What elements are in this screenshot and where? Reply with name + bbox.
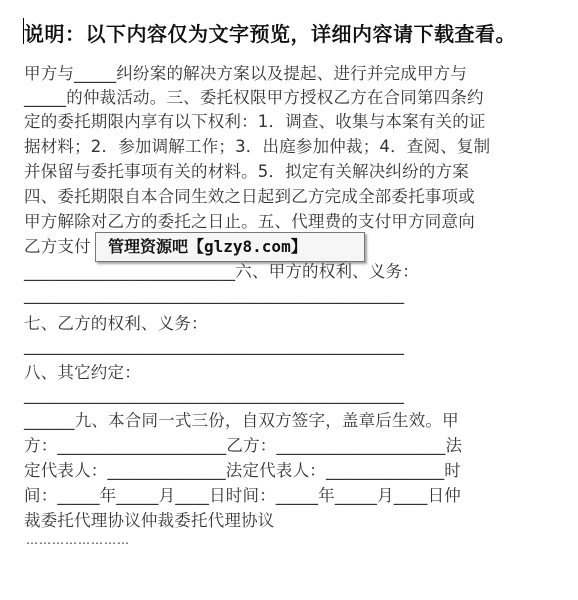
preview-notice: 说明：以下内容仅为文字预览，详细内容请下载查看。 [24,22,516,46]
document-line: _____________________________________________ [24,336,405,355]
document-line: 八、其它约定： [24,363,141,382]
document-line: 定的委托期限内享有以下权利：1．调查、收集与本案有关的证 [24,112,486,131]
document-line: 裁委托代理协议仲裁委托代理协议 [24,511,275,530]
document-line: 据材料；2．参加调解工作；3．出庭参加仲裁；4．查阅、复制 [24,137,491,156]
document-line: ______九、本合同一式三份，自双方签字，盖章后生效。甲 [24,411,459,430]
document-line: 乙方支付 [24,237,91,256]
document-line: 甲方与_____纠纷案的解决方案以及提起、进行并完成甲方与 [24,64,468,83]
ellipsis-text: …………………… [26,533,130,547]
document-line: _____的仲裁活动。三、委托权限甲方授权乙方在合同第四条约 [24,88,484,107]
document-line: 甲方解除对乙方的委托之日止。五、代理费的支付甲方同意向 [24,212,475,231]
document-line: _________________________六、甲方的权利、义务： [24,262,419,281]
document-line: 并保留与委托事项有关的材料。5．拟定有关解决纠纷的方案 [24,162,469,181]
watermark-banner: 管理资源吧【glzy8.com】 [95,232,365,262]
document-line: _____________________________________________ [24,285,405,304]
document-line: 定代表人：______________法定代表人：______________时 [24,461,461,480]
document-line: 七、乙方的权利、义务： [24,314,208,333]
document-line: 间：_____年_____月____日时间：_____年_____月____日仲 [24,486,461,505]
document-line: _____________________________________________ [24,385,405,404]
document-line: 方：____________________乙方：____________________法 [24,436,463,455]
document-line: 四、委托期限自本合同生效之日起到乙方完成全部委托事项或 [24,187,475,206]
